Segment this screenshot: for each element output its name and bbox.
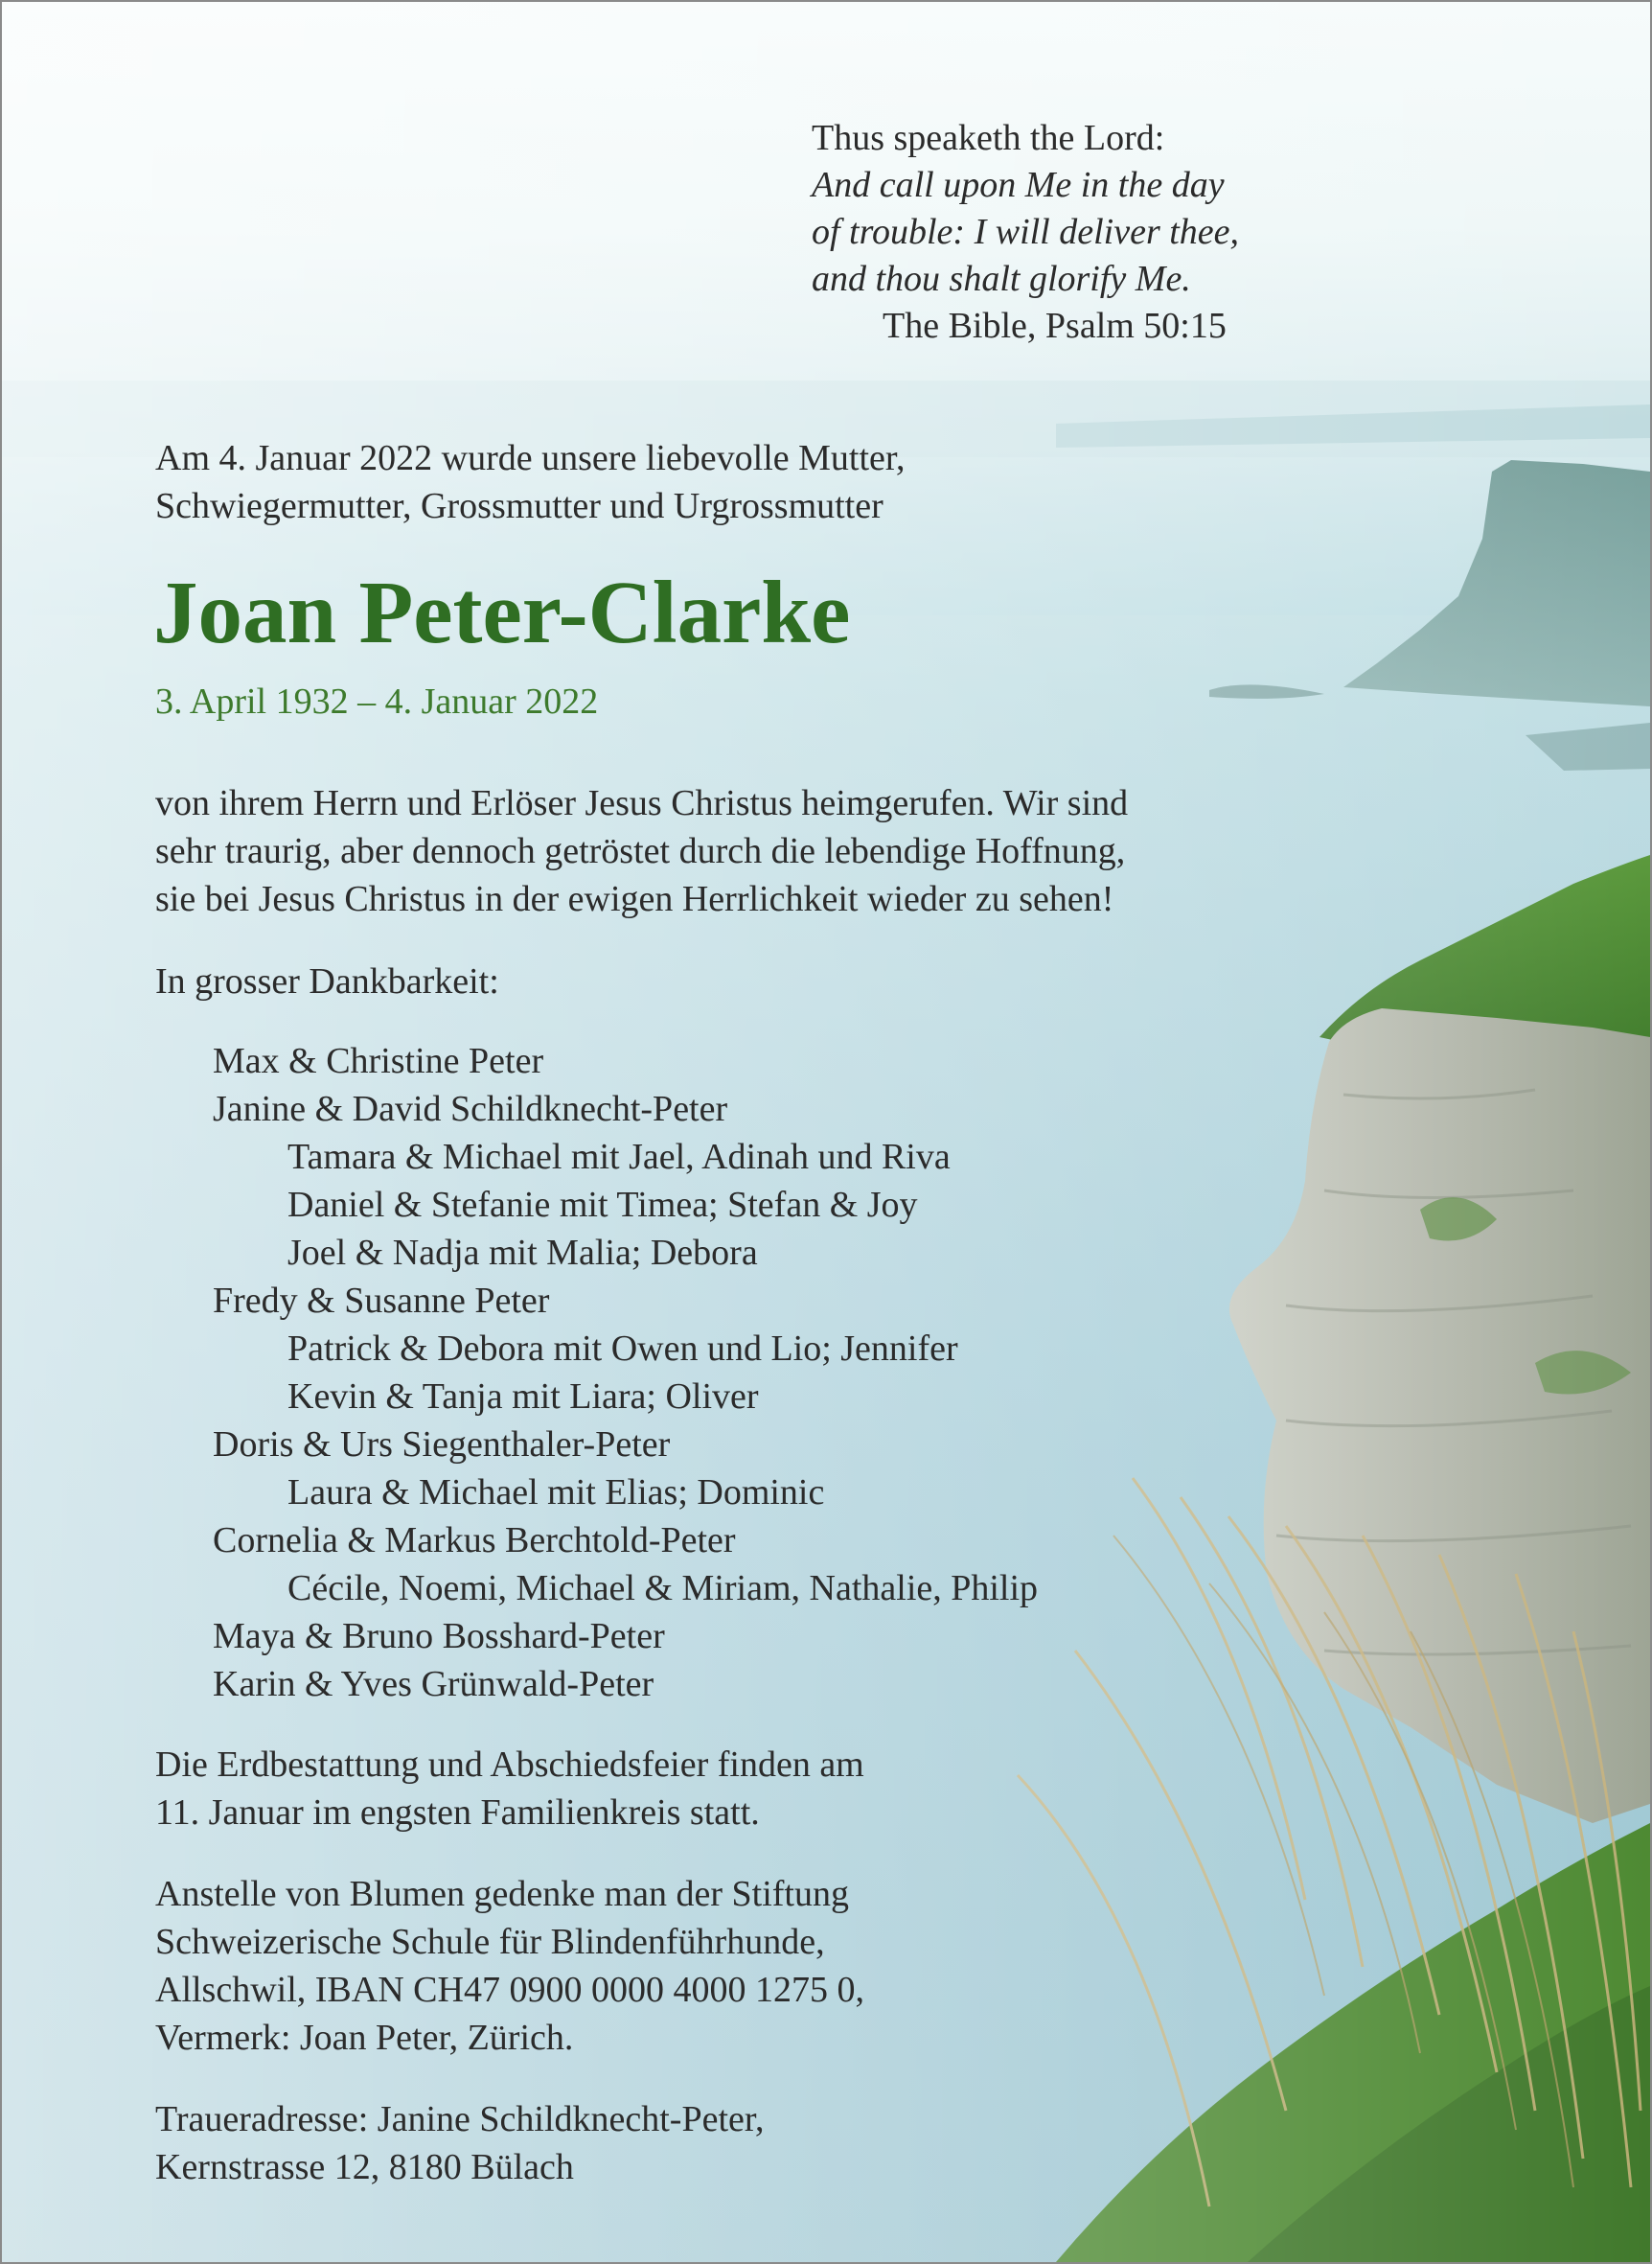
body-line: von ihrem Herrn und Erlöser Jesus Christus heimgerufen. Wir sind bbox=[155, 783, 1129, 823]
family-member-grandchild: Cécile, Noemi, Michael & Miriam, Nathalie, Philip bbox=[287, 1568, 1039, 1608]
address-line: Kernstrasse 12, 8180 Bülach bbox=[155, 2147, 574, 2187]
verse-intro: Thus speaketh the Lord: bbox=[812, 118, 1165, 158]
family-list bbox=[213, 1037, 1038, 1708]
bible-verse bbox=[812, 115, 1239, 350]
funeral-notice bbox=[155, 1741, 864, 1837]
body-line: sie bei Jesus Christus in der ewigen Herrlichkeit wieder zu sehen! bbox=[155, 879, 1114, 919]
family-member: Maya & Bruno Bosshard-Peter bbox=[213, 1616, 665, 1656]
family-member-grandchild: Joel & Nadja mit Malia; Debora bbox=[287, 1233, 758, 1273]
family-member: Janine & David Schildknecht-Peter bbox=[213, 1089, 728, 1129]
address-line: Traueradresse: Janine Schildknecht-Peter, bbox=[155, 2099, 765, 2139]
donation-line: Anstelle von Blumen gedenke man der Stiftung bbox=[155, 1874, 849, 1914]
family-member-grandchild: Laura & Michael mit Elias; Dominic bbox=[287, 1472, 825, 1513]
donation-line: Allschwil, IBAN CH47 0900 0000 4000 1275 0, bbox=[155, 1970, 864, 2010]
funeral-line: 11. Januar im engsten Familienkreis statt. bbox=[155, 1792, 760, 1833]
verse-source: The Bible, Psalm 50:15 bbox=[883, 306, 1227, 346]
donation-line: Schweizerische Schule für Blindenführhunde, bbox=[155, 1922, 825, 1962]
mourning-address bbox=[155, 2095, 765, 2191]
donation-line: Vermerk: Joan Peter, Zürich. bbox=[155, 2018, 574, 2058]
family-member: Karin & Yves Grünwald-Peter bbox=[213, 1664, 654, 1704]
donation-notice bbox=[155, 1870, 864, 2062]
family-member: Max & Christine Peter bbox=[213, 1041, 544, 1081]
family-member: Doris & Urs Siegenthaler-Peter bbox=[213, 1424, 671, 1465]
family-member-grandchild: Daniel & Stefanie mit Timea; Stefan & Joy bbox=[287, 1185, 918, 1225]
family-member: Cornelia & Markus Berchtold-Peter bbox=[213, 1520, 736, 1560]
verse-line: and thou shalt glorify Me. bbox=[812, 259, 1191, 299]
family-member-grandchild: Kevin & Tanja mit Liara; Oliver bbox=[287, 1376, 759, 1417]
announcement-body bbox=[155, 779, 1128, 923]
funeral-line: Die Erdbestattung und Abschiedsfeier finden am bbox=[155, 1744, 864, 1785]
intro-line: Schwiegermutter, Grossmutter und Urgrossmutter bbox=[155, 486, 883, 526]
verse-line: And call upon Me in the day bbox=[812, 165, 1225, 205]
verse-line: of trouble: I will deliver thee, bbox=[812, 212, 1240, 252]
body-line: sehr traurig, aber dennoch getröstet durch die lebendige Hoffnung, bbox=[155, 831, 1126, 871]
intro-line: Am 4. Januar 2022 wurde unsere liebevolle Mutter, bbox=[155, 438, 906, 478]
family-member-grandchild: Tamara & Michael mit Jael, Adinah und Riva bbox=[287, 1137, 951, 1177]
deceased-name: Joan Peter-Clarke bbox=[153, 564, 851, 662]
life-dates: 3. April 1932 – 4. Januar 2022 bbox=[155, 682, 599, 722]
announcement-intro bbox=[155, 434, 906, 530]
family-member-grandchild: Patrick & Debora mit Owen und Lio; Jennifer bbox=[287, 1328, 958, 1369]
thanks-heading: In grosser Dankbarkeit: bbox=[155, 961, 499, 1002]
family-member: Fredy & Susanne Peter bbox=[213, 1281, 550, 1321]
